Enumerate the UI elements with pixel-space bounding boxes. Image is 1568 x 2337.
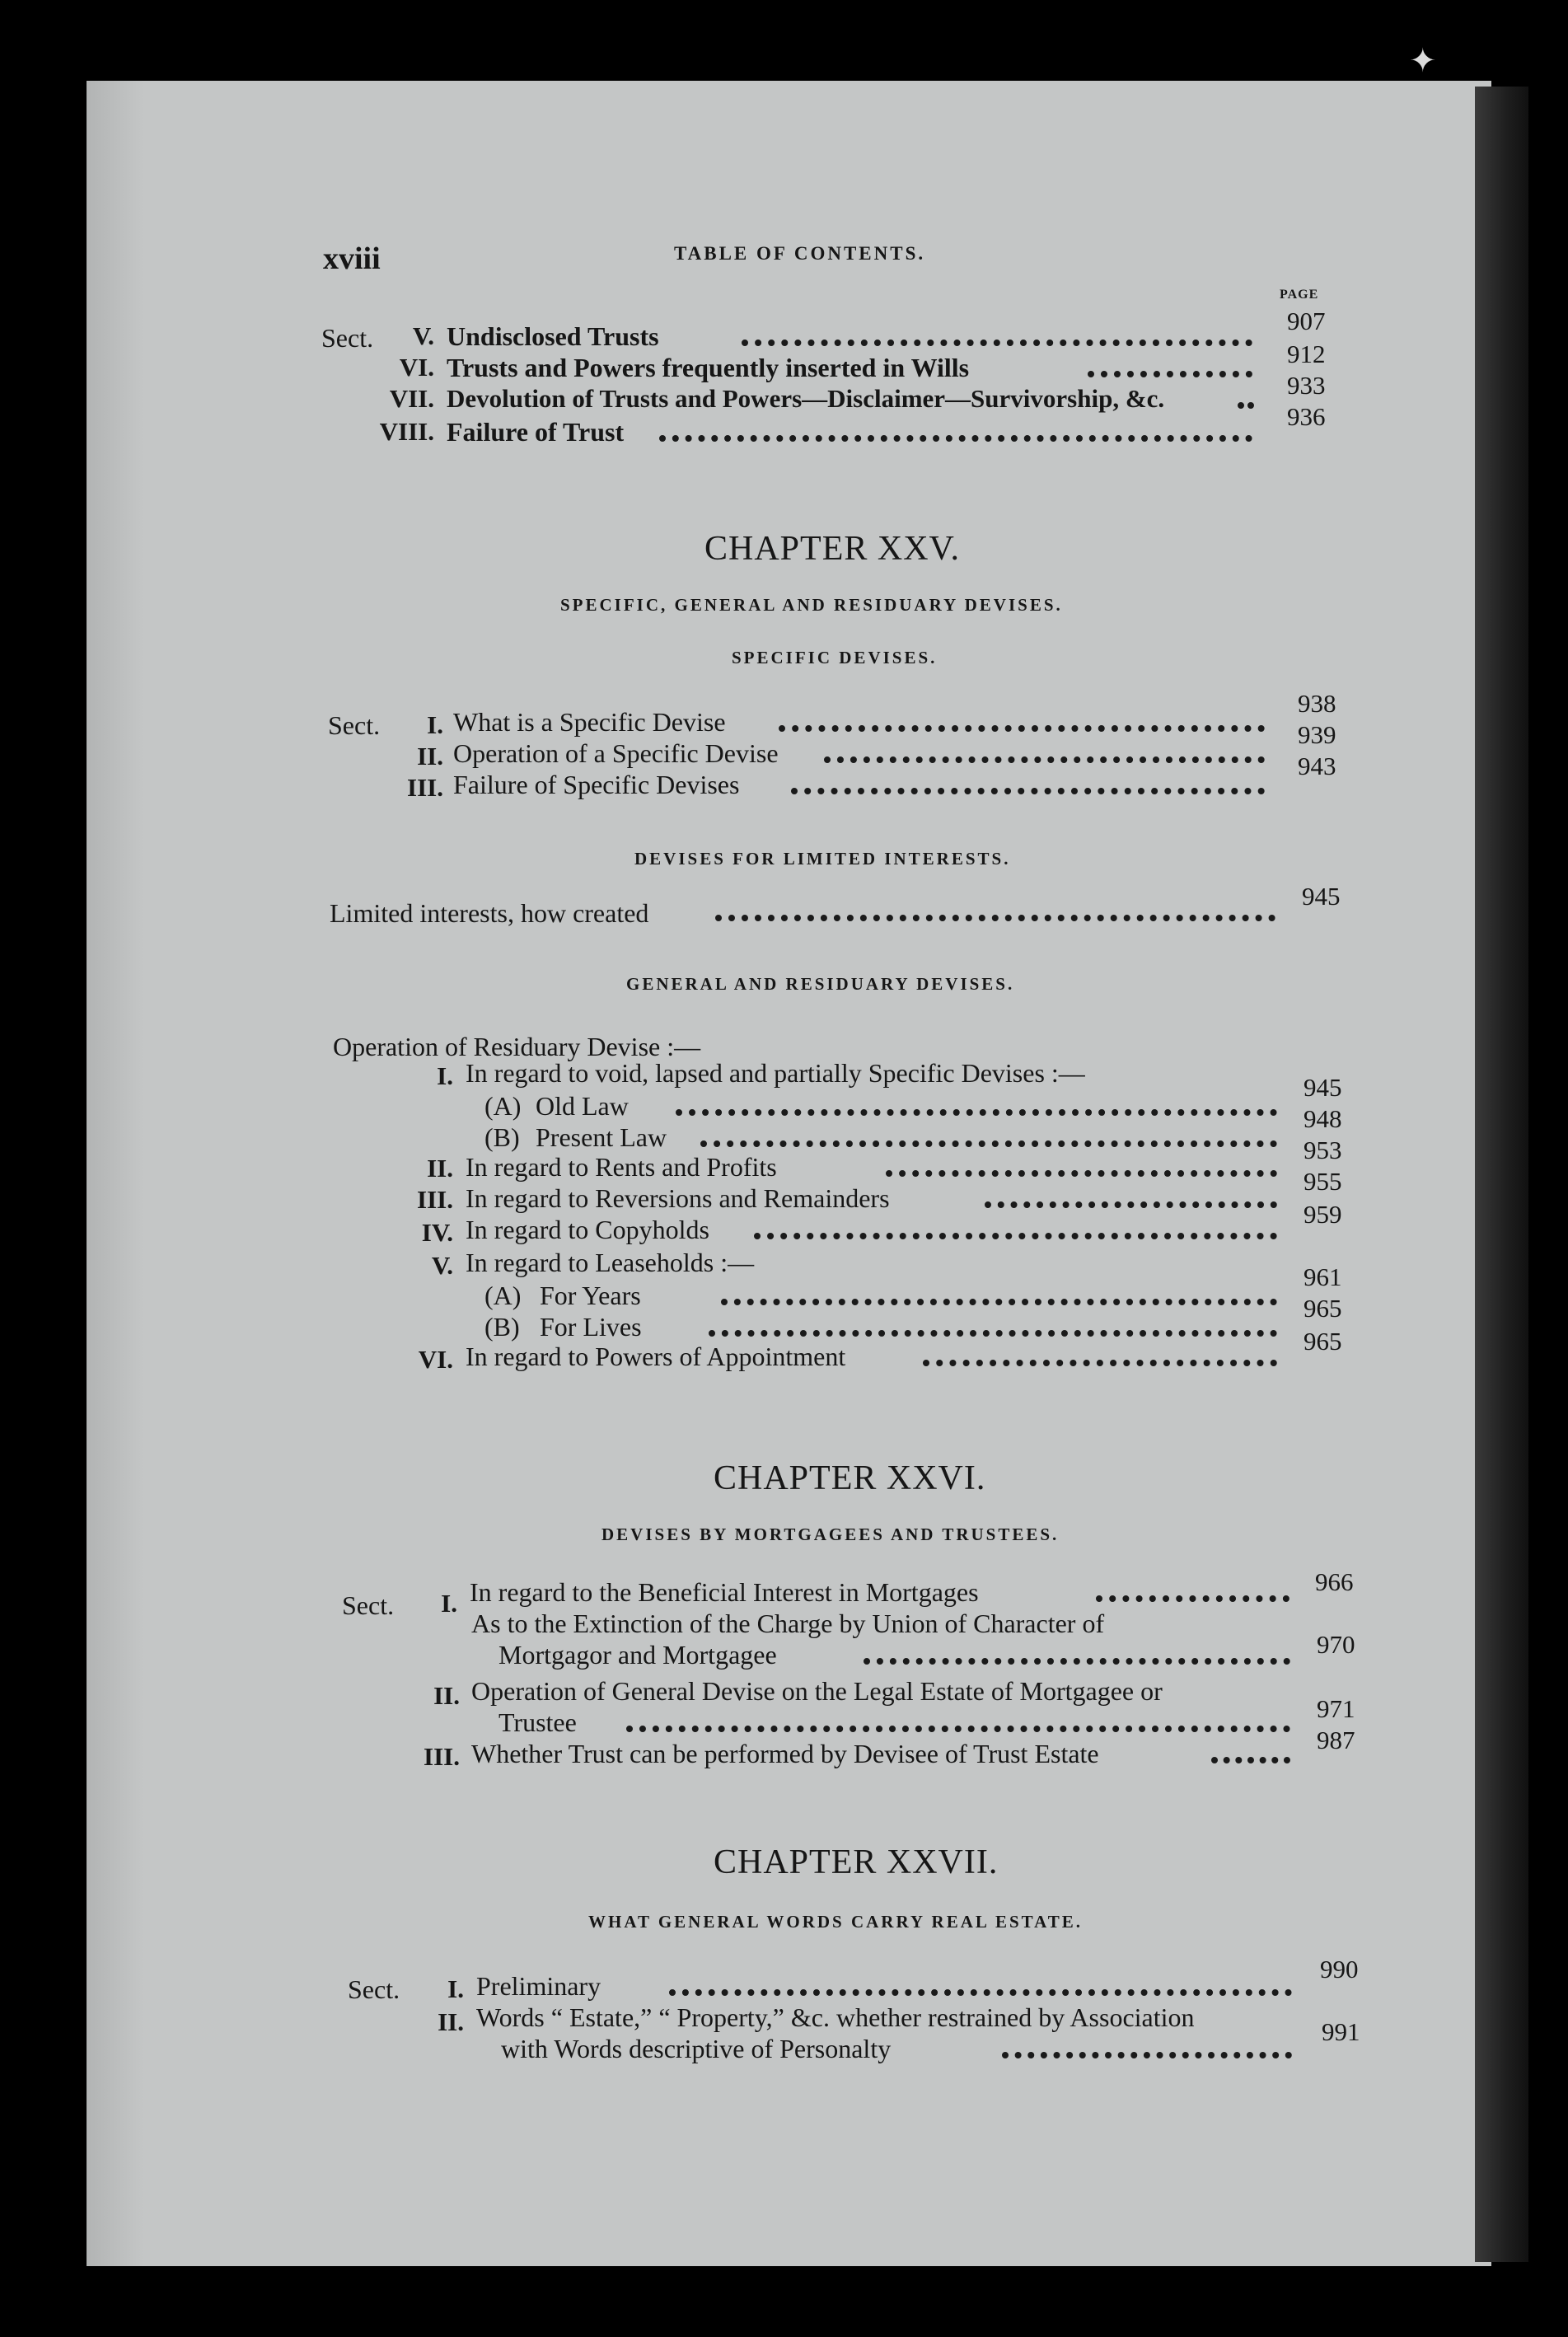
toc-entry-continuation: with Words descriptive of Personalty (501, 2034, 892, 2063)
dot-leader (1238, 402, 1254, 409)
dot-leader (700, 1140, 1277, 1147)
toc-entry-title: In regard to the Beneficial Interest in Mortgages (470, 1577, 979, 1607)
entry-number: III. (417, 1185, 453, 1214)
toc-entry-title: Operation of Residuary Devise :— (333, 1032, 701, 1061)
group-heading: GENERAL AND RESIDUARY DEVISES. (626, 974, 1015, 994)
toc-entry-title: Devolution of Trusts and Powers—Disclaimer—Survivorship, &c. (447, 384, 1165, 413)
sect-label: Sect. (321, 323, 374, 353)
dot-leader (779, 725, 1265, 732)
toc-entry-title: What is a Specific Devise (453, 707, 726, 737)
page-number: 990 (1320, 1955, 1359, 1983)
page-number: 912 (1287, 340, 1326, 368)
page-folio: xviii (323, 241, 381, 276)
page-number: 965 (1304, 1327, 1342, 1356)
chapter-subtitle: WHAT GENERAL WORDS CARRY REAL ESTATE. (588, 1912, 1083, 1932)
dot-leader (824, 756, 1265, 763)
entry-number: I. (427, 710, 443, 739)
toc-entry-continuation: Trustee (498, 1707, 577, 1737)
page-number: 945 (1302, 882, 1341, 911)
dot-leader (626, 1726, 1290, 1732)
dot-leader (709, 1330, 1277, 1337)
entry-number: II. (417, 742, 443, 770)
dot-leader (1096, 1595, 1290, 1602)
dot-leader (742, 340, 1252, 346)
page-number: 991 (1322, 2017, 1360, 2046)
page-number: 948 (1304, 1104, 1342, 1133)
chapter-subtitle: SPECIFIC, GENERAL AND RESIDUARY DEVISES. (560, 595, 1063, 615)
page-number: 933 (1287, 371, 1326, 400)
page-number: 939 (1298, 720, 1336, 749)
page-number: 936 (1287, 402, 1326, 431)
sect-label: Sect. (328, 710, 381, 740)
entry-number: (A) (484, 1281, 522, 1310)
toc-entry-title: In regard to Rents and Profits (466, 1152, 777, 1182)
entry-number: III. (424, 1742, 460, 1771)
entry-number: V. (412, 321, 434, 350)
toc-entry-title: Trusts and Powers frequently inserted in Wills (447, 353, 970, 382)
entry-number: IV. (421, 1218, 453, 1247)
page-number: 970 (1317, 1630, 1355, 1659)
scan-mark-icon: ✦ (1409, 42, 1437, 79)
page-number: 966 (1315, 1567, 1354, 1596)
page-number: 938 (1298, 689, 1336, 718)
dot-leader (1002, 2052, 1292, 2058)
page-number: 987 (1317, 1726, 1355, 1754)
dot-leader (886, 1170, 1277, 1177)
page-number: 945 (1304, 1073, 1342, 1102)
dot-leader (659, 435, 1252, 442)
toc-entry-title: Old Law (536, 1091, 629, 1121)
toc-entry-title: Failure of Trust (447, 417, 625, 447)
toc-entry-title: In regard to Leaseholds :— (466, 1248, 755, 1277)
running-title: TABLE OF CONTENTS. (674, 243, 926, 264)
dot-leader (715, 915, 1275, 921)
page-gutter-shadow (87, 81, 144, 2266)
toc-entry-title: In regard to void, lapsed and partially Specific Devises :— (466, 1058, 1085, 1088)
toc-entry-title: For Years (540, 1281, 641, 1310)
entry-number: V. (431, 1251, 453, 1280)
entry-number: III. (407, 773, 443, 802)
page-number: 961 (1304, 1262, 1342, 1291)
entry-number: VII. (389, 384, 434, 413)
entry-number: VI. (418, 1345, 453, 1374)
dot-leader (1211, 1757, 1290, 1763)
dot-leader (754, 1233, 1277, 1239)
chapter-subtitle: DEVISES BY MORTGAGEES AND TRUSTEES. (601, 1524, 1060, 1544)
sect-label: Sect. (342, 1590, 395, 1620)
entry-number: II. (438, 2007, 464, 2036)
page-number: 953 (1304, 1136, 1342, 1164)
entry-number: II. (433, 1681, 460, 1710)
chapter-heading: CHAPTER XXVII. (714, 1843, 999, 1881)
dot-leader (669, 1989, 1292, 1996)
book-edge-shadow (1475, 87, 1528, 2262)
dot-leader (676, 1109, 1277, 1116)
toc-entry-title: In regard to Powers of Appointment (466, 1342, 846, 1371)
page-number: 965 (1304, 1294, 1342, 1323)
dot-leader (985, 1201, 1277, 1208)
chapter-heading: CHAPTER XXVI. (714, 1459, 986, 1497)
dot-leader (923, 1360, 1277, 1366)
toc-entry-title: Failure of Specific Devises (453, 770, 740, 799)
page-number: 959 (1304, 1200, 1342, 1229)
entry-number: II. (427, 1154, 453, 1183)
toc-entry-title: Words “ Estate,” “ Property,” &c. whether restrained by Association (476, 2002, 1195, 2032)
toc-entry-title: In regard to Copyholds (466, 1215, 709, 1244)
toc-entry-title: Operation of a Specific Devise (453, 738, 779, 768)
dot-leader (1088, 371, 1252, 377)
entry-number: I. (441, 1589, 457, 1618)
toc-entry-title: In regard to Reversions and Remainders (466, 1183, 890, 1213)
page-number: 907 (1287, 307, 1326, 335)
entry-number: (B) (484, 1312, 520, 1342)
toc-entry-title: Preliminary (476, 1971, 601, 2001)
toc-entry-title: Present Law (536, 1122, 667, 1152)
toc-entry-continuation: Mortgagor and Mortgagee (498, 1640, 777, 1670)
entry-number: I. (447, 1974, 464, 2003)
toc-entry-title: For Lives (540, 1312, 642, 1342)
group-heading: SPECIFIC DEVISES. (732, 648, 938, 667)
dot-leader (721, 1299, 1277, 1305)
chapter-heading: CHAPTER XXV. (704, 530, 960, 568)
page-number: 943 (1298, 752, 1336, 780)
entry-number: (B) (484, 1122, 520, 1152)
toc-entry-title: Whether Trust can be performed by Devisee of Trust Estate (471, 1739, 1099, 1768)
toc-entry-title: Operation of General Devise on the Legal Estate of Mortgagee or (471, 1676, 1163, 1706)
group-heading: DEVISES FOR LIMITED INTERESTS. (634, 849, 1011, 869)
entry-number: I. (437, 1061, 453, 1090)
entry-number: VIII. (379, 417, 434, 446)
page-number: 971 (1317, 1694, 1355, 1723)
page-column-heading: PAGE (1280, 288, 1319, 302)
dot-leader (864, 1658, 1290, 1665)
page-number: 955 (1304, 1167, 1342, 1196)
entry-number: VI. (399, 353, 434, 382)
sect-label: Sect. (348, 1974, 400, 2004)
toc-entry-title: Undisclosed Trusts (447, 321, 659, 351)
dot-leader (791, 788, 1265, 794)
toc-entry-title: Limited interests, how created (330, 898, 649, 928)
entry-number: (A) (484, 1091, 522, 1121)
toc-entry-title: As to the Extinction of the Charge by Union of Character of (471, 1609, 1105, 1638)
